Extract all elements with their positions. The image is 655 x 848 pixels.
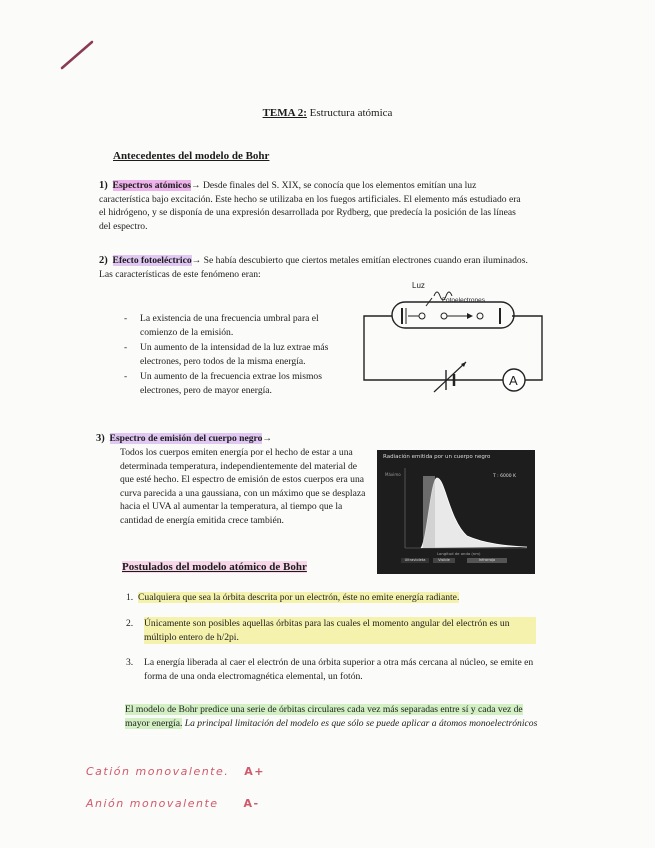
photoelectrons-label: Fotoelectrones bbox=[442, 297, 485, 304]
list-item: - La existencia de una frecuencia umbral para el comienzo de la emisión. bbox=[122, 312, 354, 339]
photoelectric-bullets bbox=[122, 312, 354, 400]
section-heading-postulados: Postulados del modelo atómico de Bohr bbox=[122, 561, 307, 573]
photo-max-label: Máximo bbox=[385, 472, 401, 477]
bohr-model-conclusion: El modelo de Bohr predice una serie de órbitas circulares cada vez más separadas entre sí y cada vez de mayor energía. La principal limitación del modelo es que sólo se puede aplicar a átomos monoelectrónicos bbox=[125, 704, 538, 729]
blackbody-description: Todos los cuerpos emiten energía por el hecho de estar a una determinada temperatura, independientemente del material de que esté hecho. El espectro de emisión de estos cuerpos era una curva parecida a una gaussiana, con un máximo que se desplaza hacia el UVA al aumentar la temperatura, al tiempo que la cantidad de energía emitida crece también. bbox=[120, 447, 366, 526]
light-label: Luz bbox=[412, 281, 425, 290]
ammeter-label: A bbox=[509, 373, 518, 388]
handwritten-note-anion: Anión monovalente A- bbox=[86, 797, 260, 810]
list-item: - Un aumento de la frecuencia extrae los mismos electrones, pero de mayor energía. bbox=[122, 370, 354, 397]
handwritten-note-cation: Catión monovalente. A+ bbox=[86, 765, 265, 778]
photo-infrared-label: Infrarrojo bbox=[467, 558, 507, 563]
page-title: TEMA 2: Estructura atómica bbox=[262, 107, 393, 119]
photo-uv-label: Ultravioleta bbox=[401, 558, 429, 563]
item-espectro-cuerpo-negro-heading: 3) Espectro de emisión del cuerpo negro→ bbox=[96, 433, 273, 444]
pencil-mark bbox=[58, 38, 98, 72]
item-efecto-fotoelectrico: 2) Efecto fotoeléctrico→ Se había descubierto que ciertos metales emitían electrones cuando eran iluminados. Las características de este fenómeno eran: bbox=[99, 255, 528, 280]
item-espectro-cuerpo-negro-text bbox=[119, 432, 371, 446]
postulate-1: 1. Cualquiera que sea la órbita descrita por un electrón, éste no emite energía radiante. bbox=[126, 592, 460, 603]
photo-caption: Radiación emitida por un cuerpo negro bbox=[383, 454, 491, 460]
item-espectros-atomicos: 1) Espectros atómicos→ Desde finales del S. XIX, se conocía que los elementos emitían una luz característica bajo excitación. Este hecho se utilizaba en los fuegos artificiales. El elemento más estudiado era el hidrógeno, y se disponía de una expresión desarrollada por Rydberg, que predecía la posición de las líneas del espectro. bbox=[99, 180, 521, 232]
blackbody-radiation-photo bbox=[377, 450, 535, 574]
photo-temperature: T : 6000 K bbox=[493, 474, 516, 479]
list-item: - Un aumento de la intensidad de la luz extrae más electrones, pero todos de la misma energía. bbox=[122, 341, 354, 368]
postulate-3: 3. La energía liberada al caer el electrón de una órbita superior a otra más cercana al núcleo, se emite en forma de una onda electromagnética elemental, un fotón. bbox=[126, 657, 534, 682]
photoelectric-circuit-diagram bbox=[362, 276, 552, 402]
postulate-2: 2. Únicamente son posibles aquellas órbitas para las cuales el momento angular del electrón es un múltiplo entero de h/2pi. bbox=[126, 617, 536, 644]
photo-visible-label: Visible bbox=[433, 558, 455, 563]
section-heading-antecedentes: Antecedentes del modelo de Bohr bbox=[113, 150, 270, 162]
photo-axis-label: Longitud de onda (nm) bbox=[437, 551, 481, 556]
